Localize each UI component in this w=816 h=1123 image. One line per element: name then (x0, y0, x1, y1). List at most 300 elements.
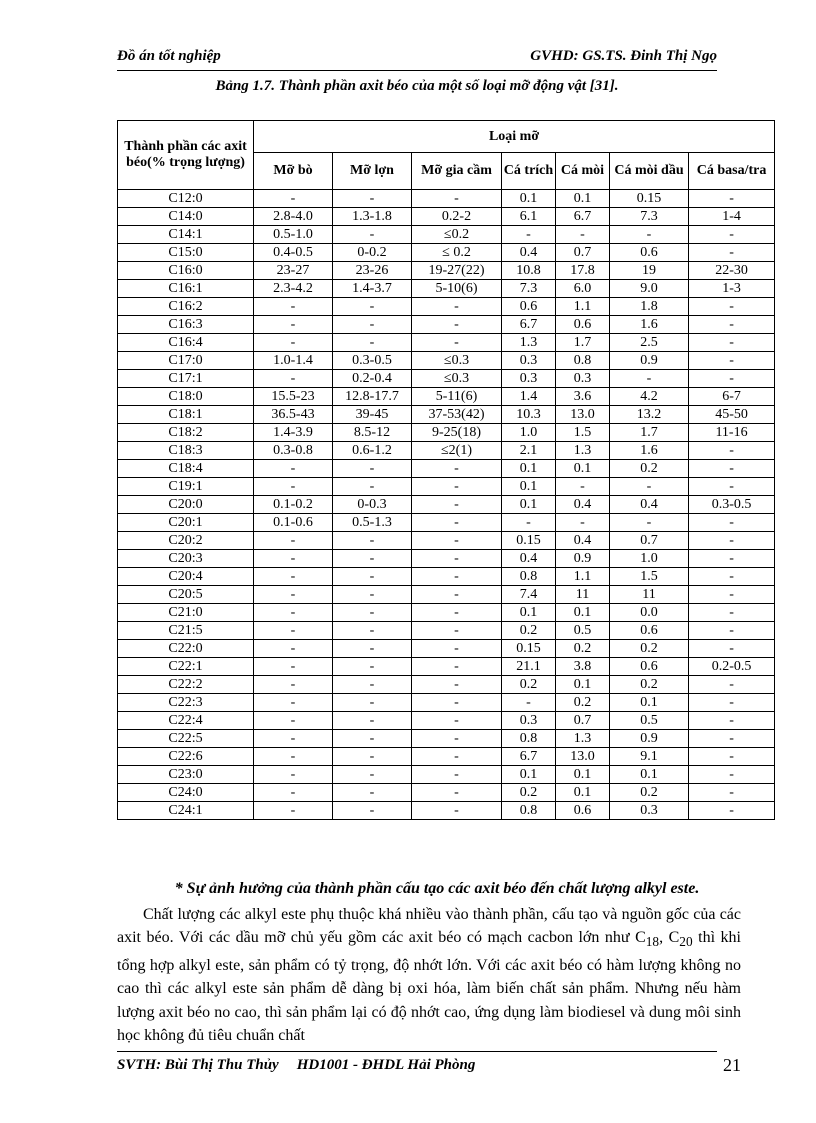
composition-value-cell: - (689, 622, 775, 640)
table-row (118, 496, 775, 514)
composition-value-cell: - (689, 586, 775, 604)
composition-value-cell: - (412, 568, 502, 586)
composition-value-cell: 19 (610, 262, 689, 280)
composition-value-cell: 1.6 (610, 316, 689, 334)
paragraph-text-2: , C (659, 929, 680, 947)
composition-value-cell: - (412, 676, 502, 694)
table-body (118, 190, 775, 820)
composition-value-cell: 0.4 (556, 532, 610, 550)
composition-value-cell: 0.7 (556, 244, 610, 262)
composition-value-cell: - (502, 226, 556, 244)
composition-value-cell: - (689, 370, 775, 388)
composition-value-cell: - (412, 766, 502, 784)
column-header: Cá mòi (556, 153, 610, 190)
composition-value-cell: 1.7 (610, 424, 689, 442)
composition-value-cell: 23-27 (254, 262, 333, 280)
composition-value-cell: - (333, 748, 412, 766)
composition-value-cell: 0.15 (502, 640, 556, 658)
composition-value-cell: 2.3-4.2 (254, 280, 333, 298)
composition-value-cell: 0.1 (556, 784, 610, 802)
table-row (118, 352, 775, 370)
composition-value-cell: - (254, 766, 333, 784)
fatty-acid-name-cell: C18:3 (118, 442, 254, 460)
fatty-acid-name-cell: C22:3 (118, 694, 254, 712)
table-row (118, 460, 775, 478)
composition-value-cell: - (412, 550, 502, 568)
composition-value-cell: - (412, 460, 502, 478)
composition-value-cell: 0.3 (502, 352, 556, 370)
composition-value-cell: - (333, 604, 412, 622)
composition-value-cell: 0.6 (502, 298, 556, 316)
composition-value-cell: - (333, 298, 412, 316)
composition-value-cell: 2.1 (502, 442, 556, 460)
composition-value-cell: 1.1 (556, 298, 610, 316)
composition-value-cell: 0.15 (502, 532, 556, 550)
composition-value-cell: 7.3 (502, 280, 556, 298)
composition-value-cell: 5-11(6) (412, 388, 502, 406)
composition-value-cell: - (556, 226, 610, 244)
fatty-acid-name-cell: C14:0 (118, 208, 254, 226)
footer-divider (117, 1051, 717, 1052)
table-row (118, 190, 775, 208)
fatty-acid-name-cell: C20:0 (118, 496, 254, 514)
composition-value-cell: - (556, 514, 610, 532)
table-row (118, 622, 775, 640)
fatty-acid-name-cell: C20:2 (118, 532, 254, 550)
composition-value-cell: 0.2 (502, 622, 556, 640)
composition-value-cell: 11 (610, 586, 689, 604)
composition-value-cell: - (689, 604, 775, 622)
composition-value-cell: 23-26 (333, 262, 412, 280)
composition-value-cell: - (502, 514, 556, 532)
composition-value-cell: - (254, 694, 333, 712)
composition-value-cell: 0.2-0.4 (333, 370, 412, 388)
composition-value-cell: 0.1-0.6 (254, 514, 333, 532)
composition-value-cell: - (689, 676, 775, 694)
composition-value-cell: 0.3-0.5 (333, 352, 412, 370)
column-header: Cá mòi dầu (610, 153, 689, 190)
composition-value-cell: 0.9 (610, 352, 689, 370)
composition-value-cell: ≤ 0.2 (412, 244, 502, 262)
composition-value-cell: 1.3-1.8 (333, 208, 412, 226)
composition-value-cell: 0.1 (502, 190, 556, 208)
composition-value-cell: 0.4 (556, 496, 610, 514)
fatty-acid-name-cell: C24:1 (118, 802, 254, 820)
table-row (118, 442, 775, 460)
composition-value-cell: - (689, 568, 775, 586)
composition-value-cell: - (254, 568, 333, 586)
composition-value-cell: 1-3 (689, 280, 775, 298)
column-header: Mỡ lợn (333, 153, 412, 190)
fatty-acid-name-cell: C21:0 (118, 604, 254, 622)
composition-value-cell: 0.2 (610, 784, 689, 802)
composition-value-cell: 1.4 (502, 388, 556, 406)
composition-value-cell: 21.1 (502, 658, 556, 676)
composition-value-cell: - (689, 352, 775, 370)
composition-value-cell: 7.3 (610, 208, 689, 226)
composition-value-cell: 9.0 (610, 280, 689, 298)
composition-value-cell: 1.6 (610, 442, 689, 460)
table-row (118, 550, 775, 568)
composition-value-cell: 1.5 (556, 424, 610, 442)
composition-value-cell: - (412, 784, 502, 802)
composition-value-cell: - (254, 658, 333, 676)
composition-value-cell: 1.0 (610, 550, 689, 568)
table-row (118, 676, 775, 694)
composition-value-cell: 0.6 (610, 244, 689, 262)
composition-value-cell: 1.4-3.7 (333, 280, 412, 298)
composition-value-cell: - (689, 442, 775, 460)
composition-value-cell: 22-30 (689, 262, 775, 280)
composition-value-cell: - (412, 298, 502, 316)
fatty-acid-name-cell: C12:0 (118, 190, 254, 208)
table-row (118, 208, 775, 226)
composition-value-cell: 0.6 (610, 658, 689, 676)
fatty-acid-name-cell: C16:0 (118, 262, 254, 280)
composition-value-cell: 0.2-2 (412, 208, 502, 226)
composition-value-cell: - (689, 532, 775, 550)
composition-value-cell: 0.9 (610, 730, 689, 748)
footer-student-info (117, 1057, 475, 1074)
composition-value-cell: 0.8 (502, 568, 556, 586)
composition-value-cell: 1.3 (556, 730, 610, 748)
composition-value-cell: 1.3 (556, 442, 610, 460)
composition-value-cell: 0.3 (610, 802, 689, 820)
table-row (118, 424, 775, 442)
composition-value-cell: - (333, 334, 412, 352)
composition-value-cell: - (254, 748, 333, 766)
composition-value-cell: 0.3 (502, 712, 556, 730)
fatty-acid-name-cell: C21:5 (118, 622, 254, 640)
fatty-acid-table (117, 120, 775, 820)
composition-value-cell: - (254, 784, 333, 802)
composition-value-cell: 0.8 (556, 352, 610, 370)
page-header (117, 46, 717, 71)
page-footer (117, 1055, 741, 1079)
composition-value-cell: - (689, 298, 775, 316)
composition-value-cell: 2.8-4.0 (254, 208, 333, 226)
composition-value-cell: 2.5 (610, 334, 689, 352)
composition-value-cell: 0.0 (610, 604, 689, 622)
composition-value-cell: 6.0 (556, 280, 610, 298)
composition-value-cell: 0.9 (556, 550, 610, 568)
composition-value-cell: 9-25(18) (412, 424, 502, 442)
header-fat-type: Loại mỡ (254, 121, 775, 153)
table-row (118, 694, 775, 712)
composition-value-cell: 39-45 (333, 406, 412, 424)
table-row (118, 568, 775, 586)
composition-value-cell: 0.2 (610, 460, 689, 478)
composition-value-cell: 0.2 (610, 676, 689, 694)
table-row (118, 388, 775, 406)
composition-value-cell: - (610, 514, 689, 532)
composition-value-cell: 0.1 (556, 604, 610, 622)
composition-value-cell: - (254, 586, 333, 604)
fatty-acid-name-cell: C18:4 (118, 460, 254, 478)
table-row (118, 370, 775, 388)
table-row (118, 766, 775, 784)
fatty-acid-name-cell: C22:0 (118, 640, 254, 658)
fatty-acid-name-cell: C24:0 (118, 784, 254, 802)
composition-value-cell: 0.5 (556, 622, 610, 640)
composition-value-cell: - (412, 496, 502, 514)
composition-value-cell: - (412, 730, 502, 748)
composition-value-cell: - (254, 532, 333, 550)
composition-value-cell: - (412, 316, 502, 334)
composition-value-cell: 1.0-1.4 (254, 352, 333, 370)
composition-value-cell: - (412, 190, 502, 208)
composition-value-cell: 0.4-0.5 (254, 244, 333, 262)
fatty-acid-name-cell: C18:2 (118, 424, 254, 442)
composition-value-cell: - (689, 190, 775, 208)
composition-value-cell: ≤0.3 (412, 370, 502, 388)
composition-value-cell: - (254, 604, 333, 622)
fatty-acid-name-cell: C16:3 (118, 316, 254, 334)
composition-value-cell: ≤0.2 (412, 226, 502, 244)
composition-value-cell: 0-0.3 (333, 496, 412, 514)
composition-value-cell: - (412, 640, 502, 658)
table-row (118, 586, 775, 604)
composition-value-cell: - (502, 694, 556, 712)
composition-value-cell: 0.1 (556, 766, 610, 784)
composition-value-cell: 0.2 (502, 676, 556, 694)
composition-value-cell: - (333, 640, 412, 658)
composition-value-cell: 0.1 (610, 766, 689, 784)
fatty-acid-name-cell: C17:0 (118, 352, 254, 370)
fatty-acid-name-cell: C18:0 (118, 388, 254, 406)
composition-value-cell: - (689, 550, 775, 568)
composition-value-cell: 6.1 (502, 208, 556, 226)
composition-value-cell: - (412, 622, 502, 640)
composition-value-cell: 0.3-0.5 (689, 496, 775, 514)
composition-value-cell: 10.8 (502, 262, 556, 280)
composition-value-cell: 0.8 (502, 730, 556, 748)
composition-value-cell: - (689, 748, 775, 766)
composition-value-cell: 12.8-17.7 (333, 388, 412, 406)
composition-value-cell: - (254, 334, 333, 352)
column-header: Mỡ bò (254, 153, 333, 190)
composition-value-cell: 0.6 (556, 316, 610, 334)
table-row (118, 262, 775, 280)
composition-value-cell: - (412, 712, 502, 730)
fatty-acid-name-cell: C17:1 (118, 370, 254, 388)
composition-value-cell: 36.5-43 (254, 406, 333, 424)
composition-value-cell: 0.2-0.5 (689, 658, 775, 676)
composition-value-cell: 6-7 (689, 388, 775, 406)
table-row (118, 244, 775, 262)
composition-value-cell: - (333, 568, 412, 586)
composition-value-cell: 0.1 (610, 694, 689, 712)
composition-value-cell: 13.0 (556, 406, 610, 424)
composition-value-cell: 3.8 (556, 658, 610, 676)
composition-value-cell: - (254, 370, 333, 388)
composition-value-cell: - (556, 478, 610, 496)
composition-value-cell: 0.2 (556, 640, 610, 658)
composition-value-cell: 0.2 (610, 640, 689, 658)
header-thesis-label: Đồ án tốt nghiệp (117, 48, 221, 64)
composition-value-cell: 1-4 (689, 208, 775, 226)
composition-value-cell: 19-27(22) (412, 262, 502, 280)
composition-value-cell: - (333, 226, 412, 244)
composition-value-cell: ≤2(1) (412, 442, 502, 460)
paragraph-text-3: thì khi tổng hợp alkyl este, sản phẩm có tỷ trọng, độ nhớt lớn. Với các axit béo có hàm lượng không no cao thì các alkyl este sản phẩm dễ dàng bị oxi hóa, làm biến chất sản phẩm. Nhưng nếu hàm lượng axit béo no cao, thì sản phẩm lại có độ nhớt cao, ứng dụng làm biodiesel và dung môi sinh học không đủ tiêu chuẩn chất (117, 929, 741, 1045)
table-row (118, 478, 775, 496)
body-paragraph (117, 903, 741, 1048)
fatty-acid-name-cell: C15:0 (118, 244, 254, 262)
composition-value-cell: - (412, 658, 502, 676)
fatty-acid-name-cell: C22:5 (118, 730, 254, 748)
fatty-acid-name-cell: C16:2 (118, 298, 254, 316)
fatty-acid-name-cell: C20:4 (118, 568, 254, 586)
table-row (118, 784, 775, 802)
composition-value-cell: 10.3 (502, 406, 556, 424)
composition-value-cell: - (412, 334, 502, 352)
composition-value-cell: - (689, 784, 775, 802)
column-header: Cá basa/tra (689, 153, 775, 190)
composition-value-cell: 0.5-1.3 (333, 514, 412, 532)
composition-value-cell: - (689, 640, 775, 658)
composition-value-cell: - (254, 298, 333, 316)
composition-value-cell: 1.3 (502, 334, 556, 352)
composition-value-cell: - (689, 460, 775, 478)
composition-value-cell: - (689, 712, 775, 730)
composition-value-cell: ≤0.3 (412, 352, 502, 370)
table-row (118, 712, 775, 730)
composition-value-cell: 0.5-1.0 (254, 226, 333, 244)
composition-value-cell: 6.7 (502, 748, 556, 766)
composition-value-cell: 7.4 (502, 586, 556, 604)
table-caption: Bảng 1.7. Thành phần axit béo của một số loại mỡ động vật [31]. (215, 78, 619, 94)
page-number: 21 (723, 1055, 741, 1075)
composition-value-cell: - (333, 586, 412, 604)
composition-value-cell: 3.6 (556, 388, 610, 406)
fatty-acid-name-cell: C19:1 (118, 478, 254, 496)
table-row (118, 604, 775, 622)
composition-value-cell: 0.3 (556, 370, 610, 388)
header-supervisor: GVHD: GS.TS. Đinh Thị Ngọ (530, 48, 717, 64)
table-row (118, 406, 775, 424)
composition-value-cell: - (333, 190, 412, 208)
composition-value-cell: - (254, 640, 333, 658)
composition-value-cell: 0.7 (610, 532, 689, 550)
composition-value-cell: 0.1 (502, 478, 556, 496)
composition-value-cell: - (689, 514, 775, 532)
composition-value-cell: 0.1 (502, 460, 556, 478)
composition-value-cell: - (333, 460, 412, 478)
composition-value-cell: 13.2 (610, 406, 689, 424)
composition-value-cell: 37-53(42) (412, 406, 502, 424)
composition-value-cell: - (254, 550, 333, 568)
table-row (118, 280, 775, 298)
composition-value-cell: 0.1 (502, 604, 556, 622)
composition-value-cell: 1.4-3.9 (254, 424, 333, 442)
fatty-acid-name-cell: C16:1 (118, 280, 254, 298)
composition-value-cell: 0.3-0.8 (254, 442, 333, 460)
composition-value-cell: - (254, 676, 333, 694)
composition-value-cell: 11 (556, 586, 610, 604)
table-row (118, 316, 775, 334)
composition-value-cell: 9.1 (610, 748, 689, 766)
composition-value-cell: - (254, 478, 333, 496)
composition-value-cell: - (412, 532, 502, 550)
fatty-acid-name-cell: C22:6 (118, 748, 254, 766)
composition-value-cell: 0.3 (502, 370, 556, 388)
composition-value-cell: - (412, 586, 502, 604)
composition-value-cell: - (689, 226, 775, 244)
composition-value-cell: 0.2 (502, 784, 556, 802)
subscript-18: 18 (645, 934, 660, 950)
composition-value-cell: - (333, 802, 412, 820)
composition-value-cell: - (412, 802, 502, 820)
composition-value-cell: 11-16 (689, 424, 775, 442)
composition-value-cell: - (689, 244, 775, 262)
composition-value-cell: - (333, 712, 412, 730)
fatty-acid-name-cell: C20:1 (118, 514, 254, 532)
table-row (118, 730, 775, 748)
composition-value-cell: - (333, 676, 412, 694)
composition-value-cell: 0.4 (610, 496, 689, 514)
composition-value-cell: - (254, 622, 333, 640)
composition-value-cell: - (610, 370, 689, 388)
composition-value-cell: - (333, 478, 412, 496)
table-row (118, 226, 775, 244)
composition-value-cell: - (333, 694, 412, 712)
composition-value-cell: 0.6 (610, 622, 689, 640)
composition-value-cell: 0.1 (556, 460, 610, 478)
composition-value-cell: 0.5 (610, 712, 689, 730)
composition-value-cell: - (254, 712, 333, 730)
composition-value-cell: 0.6-1.2 (333, 442, 412, 460)
composition-value-cell: 0.6 (556, 802, 610, 820)
composition-value-cell: 45-50 (689, 406, 775, 424)
fatty-acid-name-cell: C22:4 (118, 712, 254, 730)
composition-value-cell: 13.0 (556, 748, 610, 766)
composition-value-cell: - (689, 694, 775, 712)
table-row (118, 532, 775, 550)
composition-value-cell: 0.8 (502, 802, 556, 820)
composition-value-cell: 5-10(6) (412, 280, 502, 298)
table-row (118, 748, 775, 766)
composition-value-cell: - (610, 478, 689, 496)
composition-value-cell: - (333, 766, 412, 784)
fatty-acid-name-cell: C20:5 (118, 586, 254, 604)
composition-value-cell: 0.7 (556, 712, 610, 730)
composition-value-cell: 1.7 (556, 334, 610, 352)
composition-value-cell: 6.7 (556, 208, 610, 226)
composition-value-cell: - (333, 730, 412, 748)
composition-value-cell: - (254, 190, 333, 208)
footer-class: HD1001 - ĐHDL Hải Phòng (296, 1057, 476, 1073)
fatty-acid-name-cell: C22:1 (118, 658, 254, 676)
composition-value-cell: 0.1 (556, 190, 610, 208)
fatty-acid-name-cell: C14:1 (118, 226, 254, 244)
table-row (118, 334, 775, 352)
fatty-acid-name-cell: C20:3 (118, 550, 254, 568)
table-row (118, 658, 775, 676)
composition-value-cell: - (689, 334, 775, 352)
footer-author: SVTH: Bùi Thị Thu Thủy (117, 1057, 279, 1073)
composition-value-cell: 4.2 (610, 388, 689, 406)
composition-value-cell: 1.5 (610, 568, 689, 586)
table-row (118, 802, 775, 820)
composition-value-cell: - (412, 694, 502, 712)
section-title: * Sự ảnh hưởng của thành phần cấu tạo các axit béo đến chất lượng alkyl este. (174, 880, 700, 897)
composition-value-cell: - (689, 802, 775, 820)
header-fatty-acid-composition: Thành phần các axit béo(% trọng lượng) (118, 121, 254, 190)
composition-value-cell: - (333, 550, 412, 568)
composition-value-cell: - (333, 784, 412, 802)
paragraph-text-1: Chất lượng các alkyl este phụ thuộc khá nhiều vào thành phần, cấu tạo và nguồn gốc của các axit béo. Với các dầu mỡ chủ yếu gồm các axit béo có mạch cacbon lớn như C (117, 906, 741, 947)
